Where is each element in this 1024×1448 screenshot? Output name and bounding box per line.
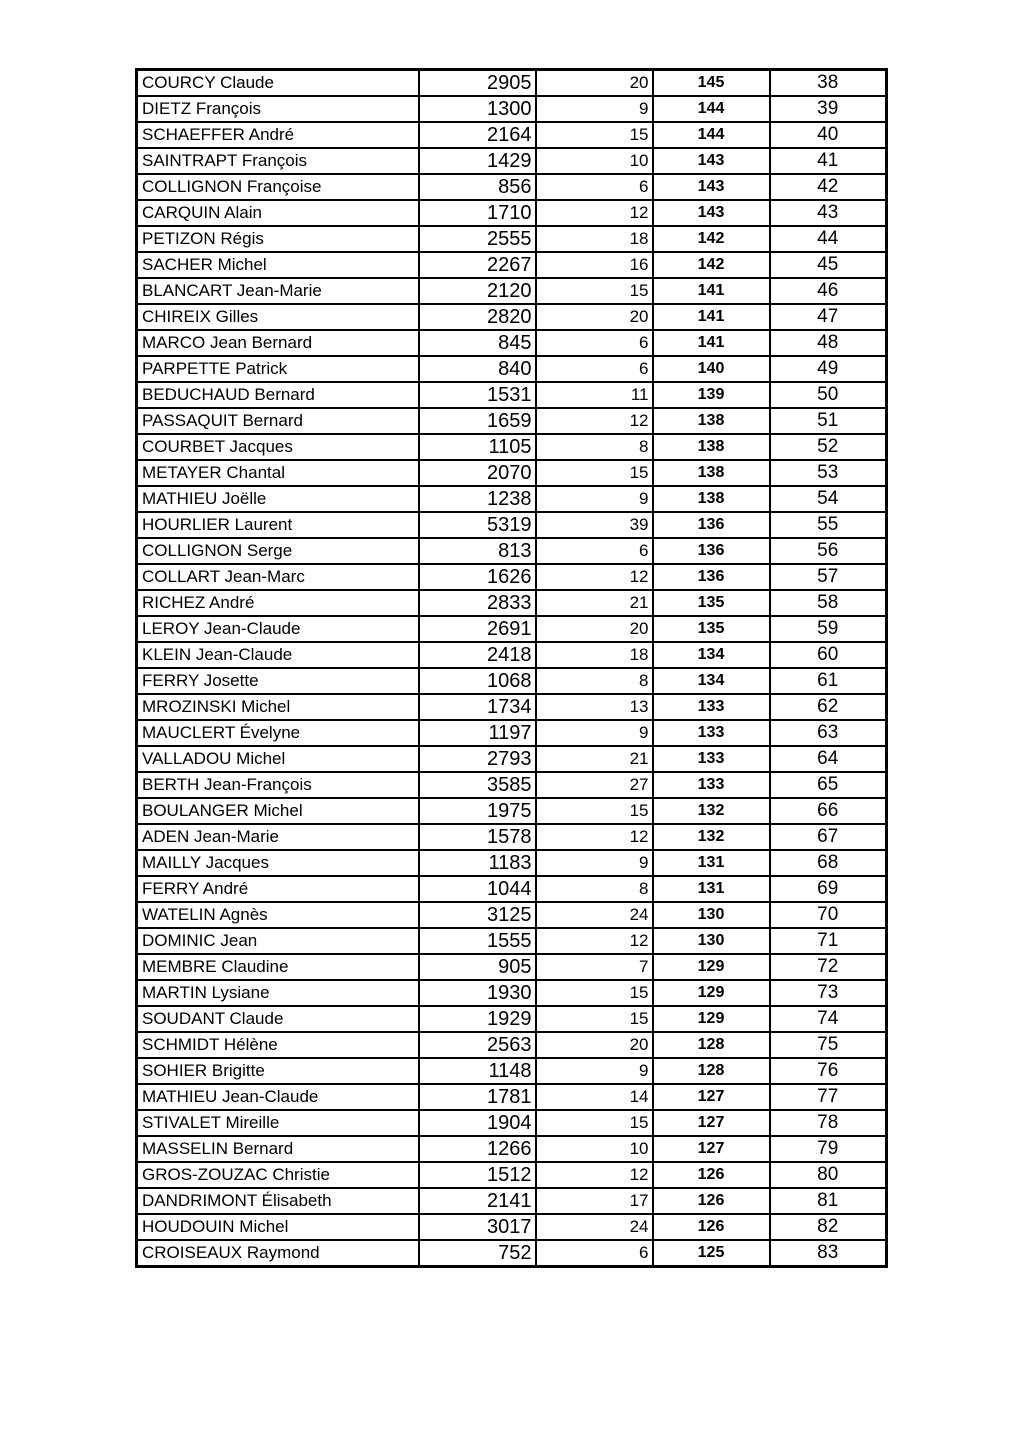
average-cell: 132 bbox=[653, 824, 770, 850]
rank-cell: 80 bbox=[770, 1162, 887, 1188]
count-cell: 9 bbox=[536, 720, 653, 746]
average-cell: 128 bbox=[653, 1058, 770, 1084]
points-cell: 3125 bbox=[419, 902, 536, 928]
table-row bbox=[137, 1006, 887, 1032]
points-cell: 2120 bbox=[419, 278, 536, 304]
rank-cell: 51 bbox=[770, 408, 887, 434]
player-name-cell: WATELIN Agnès bbox=[137, 902, 419, 928]
points-cell: 2563 bbox=[419, 1032, 536, 1058]
count-cell: 21 bbox=[536, 590, 653, 616]
player-name-cell: MROZINSKI Michel bbox=[137, 694, 419, 720]
average-cell: 129 bbox=[653, 980, 770, 1006]
count-cell: 6 bbox=[536, 174, 653, 200]
average-cell: 127 bbox=[653, 1110, 770, 1136]
points-cell: 813 bbox=[419, 538, 536, 564]
table-row bbox=[137, 486, 887, 512]
rank-cell: 78 bbox=[770, 1110, 887, 1136]
count-cell: 13 bbox=[536, 694, 653, 720]
rank-cell: 70 bbox=[770, 902, 887, 928]
player-name-cell: CARQUIN Alain bbox=[137, 200, 419, 226]
table-row bbox=[137, 980, 887, 1006]
player-name-cell: HOUDOUIN Michel bbox=[137, 1214, 419, 1240]
points-cell: 856 bbox=[419, 174, 536, 200]
average-cell: 130 bbox=[653, 902, 770, 928]
average-cell: 140 bbox=[653, 356, 770, 382]
average-cell: 135 bbox=[653, 616, 770, 642]
player-name-cell: PARPETTE Patrick bbox=[137, 356, 419, 382]
table-row bbox=[137, 226, 887, 252]
table-row bbox=[137, 954, 887, 980]
average-cell: 136 bbox=[653, 512, 770, 538]
average-cell: 135 bbox=[653, 590, 770, 616]
count-cell: 20 bbox=[536, 616, 653, 642]
average-cell: 145 bbox=[653, 70, 770, 97]
table-row bbox=[137, 408, 887, 434]
average-cell: 138 bbox=[653, 460, 770, 486]
rank-cell: 40 bbox=[770, 122, 887, 148]
count-cell: 6 bbox=[536, 538, 653, 564]
table-row bbox=[137, 668, 887, 694]
points-cell: 1266 bbox=[419, 1136, 536, 1162]
points-cell: 1555 bbox=[419, 928, 536, 954]
rank-cell: 53 bbox=[770, 460, 887, 486]
table-row bbox=[137, 382, 887, 408]
points-cell: 1578 bbox=[419, 824, 536, 850]
table-row bbox=[137, 1084, 887, 1110]
average-cell: 131 bbox=[653, 876, 770, 902]
player-name-cell: KLEIN Jean-Claude bbox=[137, 642, 419, 668]
player-name-cell: MARCO Jean Bernard bbox=[137, 330, 419, 356]
rank-cell: 68 bbox=[770, 850, 887, 876]
count-cell: 20 bbox=[536, 1032, 653, 1058]
points-cell: 1197 bbox=[419, 720, 536, 746]
points-cell: 752 bbox=[419, 1240, 536, 1267]
count-cell: 15 bbox=[536, 122, 653, 148]
rank-cell: 79 bbox=[770, 1136, 887, 1162]
player-name-cell: PASSAQUIT Bernard bbox=[137, 408, 419, 434]
rank-cell: 61 bbox=[770, 668, 887, 694]
rank-cell: 67 bbox=[770, 824, 887, 850]
count-cell: 9 bbox=[536, 96, 653, 122]
points-cell: 2267 bbox=[419, 252, 536, 278]
count-cell: 12 bbox=[536, 1162, 653, 1188]
player-name-cell: SCHAEFFER André bbox=[137, 122, 419, 148]
count-cell: 15 bbox=[536, 980, 653, 1006]
count-cell: 21 bbox=[536, 746, 653, 772]
count-cell: 8 bbox=[536, 876, 653, 902]
player-name-cell: MAILLY Jacques bbox=[137, 850, 419, 876]
ranking-table-body bbox=[137, 70, 887, 1267]
rank-cell: 39 bbox=[770, 96, 887, 122]
rank-cell: 55 bbox=[770, 512, 887, 538]
rank-cell: 42 bbox=[770, 174, 887, 200]
points-cell: 1183 bbox=[419, 850, 536, 876]
points-cell: 3017 bbox=[419, 1214, 536, 1240]
points-cell: 1429 bbox=[419, 148, 536, 174]
average-cell: 133 bbox=[653, 694, 770, 720]
player-name-cell: SACHER Michel bbox=[137, 252, 419, 278]
count-cell: 16 bbox=[536, 252, 653, 278]
rank-cell: 60 bbox=[770, 642, 887, 668]
rank-cell: 77 bbox=[770, 1084, 887, 1110]
count-cell: 11 bbox=[536, 382, 653, 408]
points-cell: 1531 bbox=[419, 382, 536, 408]
count-cell: 20 bbox=[536, 304, 653, 330]
table-row bbox=[137, 902, 887, 928]
rank-cell: 73 bbox=[770, 980, 887, 1006]
points-cell: 840 bbox=[419, 356, 536, 382]
points-cell: 1929 bbox=[419, 1006, 536, 1032]
average-cell: 142 bbox=[653, 252, 770, 278]
table-row bbox=[137, 772, 887, 798]
rank-cell: 81 bbox=[770, 1188, 887, 1214]
table-row bbox=[137, 304, 887, 330]
rank-cell: 46 bbox=[770, 278, 887, 304]
count-cell: 12 bbox=[536, 200, 653, 226]
average-cell: 138 bbox=[653, 408, 770, 434]
player-name-cell: MASSELIN Bernard bbox=[137, 1136, 419, 1162]
player-name-cell: FERRY André bbox=[137, 876, 419, 902]
table-row bbox=[137, 850, 887, 876]
player-name-cell: COLLART Jean-Marc bbox=[137, 564, 419, 590]
player-name-cell: RICHEZ André bbox=[137, 590, 419, 616]
rank-cell: 83 bbox=[770, 1240, 887, 1267]
count-cell: 15 bbox=[536, 278, 653, 304]
points-cell: 1904 bbox=[419, 1110, 536, 1136]
average-cell: 126 bbox=[653, 1162, 770, 1188]
player-name-cell: SCHMIDT Hélène bbox=[137, 1032, 419, 1058]
ranking-sheet bbox=[135, 68, 888, 1268]
rank-cell: 59 bbox=[770, 616, 887, 642]
player-name-cell: MATHIEU Joëlle bbox=[137, 486, 419, 512]
points-cell: 1659 bbox=[419, 408, 536, 434]
table-row bbox=[137, 590, 887, 616]
rank-cell: 58 bbox=[770, 590, 887, 616]
points-cell: 1781 bbox=[419, 1084, 536, 1110]
count-cell: 39 bbox=[536, 512, 653, 538]
average-cell: 127 bbox=[653, 1136, 770, 1162]
rank-cell: 44 bbox=[770, 226, 887, 252]
points-cell: 1238 bbox=[419, 486, 536, 512]
table-row bbox=[137, 928, 887, 954]
average-cell: 129 bbox=[653, 954, 770, 980]
rank-cell: 38 bbox=[770, 70, 887, 97]
player-name-cell: MATHIEU Jean-Claude bbox=[137, 1084, 419, 1110]
points-cell: 2833 bbox=[419, 590, 536, 616]
points-cell: 2555 bbox=[419, 226, 536, 252]
average-cell: 132 bbox=[653, 798, 770, 824]
count-cell: 6 bbox=[536, 1240, 653, 1267]
count-cell: 6 bbox=[536, 330, 653, 356]
table-row bbox=[137, 278, 887, 304]
table-row bbox=[137, 1110, 887, 1136]
average-cell: 133 bbox=[653, 772, 770, 798]
count-cell: 8 bbox=[536, 434, 653, 460]
points-cell: 3585 bbox=[419, 772, 536, 798]
rank-cell: 48 bbox=[770, 330, 887, 356]
table-row bbox=[137, 330, 887, 356]
rank-cell: 62 bbox=[770, 694, 887, 720]
table-row bbox=[137, 252, 887, 278]
table-row bbox=[137, 512, 887, 538]
points-cell: 1512 bbox=[419, 1162, 536, 1188]
player-name-cell: CROISEAUX Raymond bbox=[137, 1240, 419, 1267]
points-cell: 905 bbox=[419, 954, 536, 980]
player-name-cell: FERRY Josette bbox=[137, 668, 419, 694]
average-cell: 126 bbox=[653, 1214, 770, 1240]
table-row bbox=[137, 824, 887, 850]
average-cell: 143 bbox=[653, 200, 770, 226]
table-row bbox=[137, 1058, 887, 1084]
count-cell: 7 bbox=[536, 954, 653, 980]
points-cell: 5319 bbox=[419, 512, 536, 538]
points-cell: 1068 bbox=[419, 668, 536, 694]
points-cell: 2070 bbox=[419, 460, 536, 486]
table-row bbox=[137, 70, 887, 97]
average-cell: 130 bbox=[653, 928, 770, 954]
average-cell: 136 bbox=[653, 538, 770, 564]
points-cell: 2141 bbox=[419, 1188, 536, 1214]
points-cell: 845 bbox=[419, 330, 536, 356]
table-row bbox=[137, 1162, 887, 1188]
table-row bbox=[137, 798, 887, 824]
ranking-table bbox=[135, 68, 888, 1268]
count-cell: 12 bbox=[536, 408, 653, 434]
count-cell: 12 bbox=[536, 564, 653, 590]
points-cell: 1105 bbox=[419, 434, 536, 460]
player-name-cell: MARTIN Lysiane bbox=[137, 980, 419, 1006]
player-name-cell: COLLIGNON Serge bbox=[137, 538, 419, 564]
table-row bbox=[137, 96, 887, 122]
points-cell: 1148 bbox=[419, 1058, 536, 1084]
player-name-cell: DIETZ François bbox=[137, 96, 419, 122]
rank-cell: 54 bbox=[770, 486, 887, 512]
average-cell: 133 bbox=[653, 720, 770, 746]
rank-cell: 50 bbox=[770, 382, 887, 408]
average-cell: 141 bbox=[653, 304, 770, 330]
points-cell: 2793 bbox=[419, 746, 536, 772]
points-cell: 1626 bbox=[419, 564, 536, 590]
player-name-cell: BEDUCHAUD Bernard bbox=[137, 382, 419, 408]
count-cell: 17 bbox=[536, 1188, 653, 1214]
average-cell: 144 bbox=[653, 96, 770, 122]
player-name-cell: LEROY Jean-Claude bbox=[137, 616, 419, 642]
count-cell: 24 bbox=[536, 1214, 653, 1240]
player-name-cell: BLANCART Jean-Marie bbox=[137, 278, 419, 304]
table-row bbox=[137, 720, 887, 746]
points-cell: 1044 bbox=[419, 876, 536, 902]
average-cell: 142 bbox=[653, 226, 770, 252]
rank-cell: 45 bbox=[770, 252, 887, 278]
rank-cell: 49 bbox=[770, 356, 887, 382]
table-row bbox=[137, 148, 887, 174]
player-name-cell: COLLIGNON Françoise bbox=[137, 174, 419, 200]
average-cell: 141 bbox=[653, 330, 770, 356]
points-cell: 2164 bbox=[419, 122, 536, 148]
count-cell: 6 bbox=[536, 356, 653, 382]
table-row bbox=[137, 1240, 887, 1267]
average-cell: 144 bbox=[653, 122, 770, 148]
table-row bbox=[137, 1188, 887, 1214]
count-cell: 18 bbox=[536, 642, 653, 668]
count-cell: 12 bbox=[536, 928, 653, 954]
average-cell: 136 bbox=[653, 564, 770, 590]
count-cell: 24 bbox=[536, 902, 653, 928]
rank-cell: 41 bbox=[770, 148, 887, 174]
points-cell: 2691 bbox=[419, 616, 536, 642]
count-cell: 9 bbox=[536, 850, 653, 876]
average-cell: 139 bbox=[653, 382, 770, 408]
player-name-cell: SOUDANT Claude bbox=[137, 1006, 419, 1032]
average-cell: 138 bbox=[653, 434, 770, 460]
player-name-cell: BERTH Jean-François bbox=[137, 772, 419, 798]
player-name-cell: SOHIER Brigitte bbox=[137, 1058, 419, 1084]
table-row bbox=[137, 746, 887, 772]
player-name-cell: COURBET Jacques bbox=[137, 434, 419, 460]
player-name-cell: ADEN Jean-Marie bbox=[137, 824, 419, 850]
count-cell: 15 bbox=[536, 1006, 653, 1032]
table-row bbox=[137, 694, 887, 720]
player-name-cell: CHIREIX Gilles bbox=[137, 304, 419, 330]
average-cell: 127 bbox=[653, 1084, 770, 1110]
table-row bbox=[137, 538, 887, 564]
table-row bbox=[137, 356, 887, 382]
player-name-cell: SAINTRAPT François bbox=[137, 148, 419, 174]
count-cell: 20 bbox=[536, 70, 653, 97]
rank-cell: 75 bbox=[770, 1032, 887, 1058]
points-cell: 2418 bbox=[419, 642, 536, 668]
table-row bbox=[137, 174, 887, 200]
rank-cell: 64 bbox=[770, 746, 887, 772]
count-cell: 15 bbox=[536, 1110, 653, 1136]
points-cell: 1300 bbox=[419, 96, 536, 122]
rank-cell: 71 bbox=[770, 928, 887, 954]
count-cell: 27 bbox=[536, 772, 653, 798]
table-row bbox=[137, 434, 887, 460]
player-name-cell: MAUCLERT Évelyne bbox=[137, 720, 419, 746]
rank-cell: 56 bbox=[770, 538, 887, 564]
points-cell: 1710 bbox=[419, 200, 536, 226]
rank-cell: 74 bbox=[770, 1006, 887, 1032]
average-cell: 131 bbox=[653, 850, 770, 876]
count-cell: 8 bbox=[536, 668, 653, 694]
table-row bbox=[137, 564, 887, 590]
rank-cell: 76 bbox=[770, 1058, 887, 1084]
table-row bbox=[137, 200, 887, 226]
count-cell: 9 bbox=[536, 486, 653, 512]
average-cell: 129 bbox=[653, 1006, 770, 1032]
table-row bbox=[137, 1214, 887, 1240]
player-name-cell: METAYER Chantal bbox=[137, 460, 419, 486]
table-row bbox=[137, 1136, 887, 1162]
rank-cell: 43 bbox=[770, 200, 887, 226]
average-cell: 141 bbox=[653, 278, 770, 304]
player-name-cell: PETIZON Régis bbox=[137, 226, 419, 252]
points-cell: 1930 bbox=[419, 980, 536, 1006]
table-row bbox=[137, 460, 887, 486]
count-cell: 14 bbox=[536, 1084, 653, 1110]
average-cell: 126 bbox=[653, 1188, 770, 1214]
average-cell: 134 bbox=[653, 668, 770, 694]
table-row bbox=[137, 616, 887, 642]
points-cell: 2820 bbox=[419, 304, 536, 330]
rank-cell: 72 bbox=[770, 954, 887, 980]
rank-cell: 82 bbox=[770, 1214, 887, 1240]
rank-cell: 57 bbox=[770, 564, 887, 590]
count-cell: 10 bbox=[536, 1136, 653, 1162]
points-cell: 2905 bbox=[419, 70, 536, 97]
count-cell: 12 bbox=[536, 824, 653, 850]
rank-cell: 47 bbox=[770, 304, 887, 330]
player-name-cell: DOMINIC Jean bbox=[137, 928, 419, 954]
table-row bbox=[137, 122, 887, 148]
player-name-cell: VALLADOU Michel bbox=[137, 746, 419, 772]
rank-cell: 69 bbox=[770, 876, 887, 902]
table-row bbox=[137, 876, 887, 902]
rank-cell: 52 bbox=[770, 434, 887, 460]
rank-cell: 66 bbox=[770, 798, 887, 824]
count-cell: 15 bbox=[536, 798, 653, 824]
player-name-cell: MEMBRE Claudine bbox=[137, 954, 419, 980]
player-name-cell: GROS-ZOUZAC Christie bbox=[137, 1162, 419, 1188]
table-row bbox=[137, 1032, 887, 1058]
player-name-cell: BOULANGER Michel bbox=[137, 798, 419, 824]
average-cell: 128 bbox=[653, 1032, 770, 1058]
average-cell: 133 bbox=[653, 746, 770, 772]
count-cell: 15 bbox=[536, 460, 653, 486]
player-name-cell: COURCY Claude bbox=[137, 70, 419, 97]
player-name-cell: DANDRIMONT Élisabeth bbox=[137, 1188, 419, 1214]
count-cell: 18 bbox=[536, 226, 653, 252]
average-cell: 125 bbox=[653, 1240, 770, 1267]
points-cell: 1975 bbox=[419, 798, 536, 824]
average-cell: 138 bbox=[653, 486, 770, 512]
rank-cell: 63 bbox=[770, 720, 887, 746]
count-cell: 10 bbox=[536, 148, 653, 174]
player-name-cell: HOURLIER Laurent bbox=[137, 512, 419, 538]
average-cell: 143 bbox=[653, 174, 770, 200]
points-cell: 1734 bbox=[419, 694, 536, 720]
table-row bbox=[137, 642, 887, 668]
player-name-cell: STIVALET Mireille bbox=[137, 1110, 419, 1136]
rank-cell: 65 bbox=[770, 772, 887, 798]
average-cell: 134 bbox=[653, 642, 770, 668]
average-cell: 143 bbox=[653, 148, 770, 174]
count-cell: 9 bbox=[536, 1058, 653, 1084]
